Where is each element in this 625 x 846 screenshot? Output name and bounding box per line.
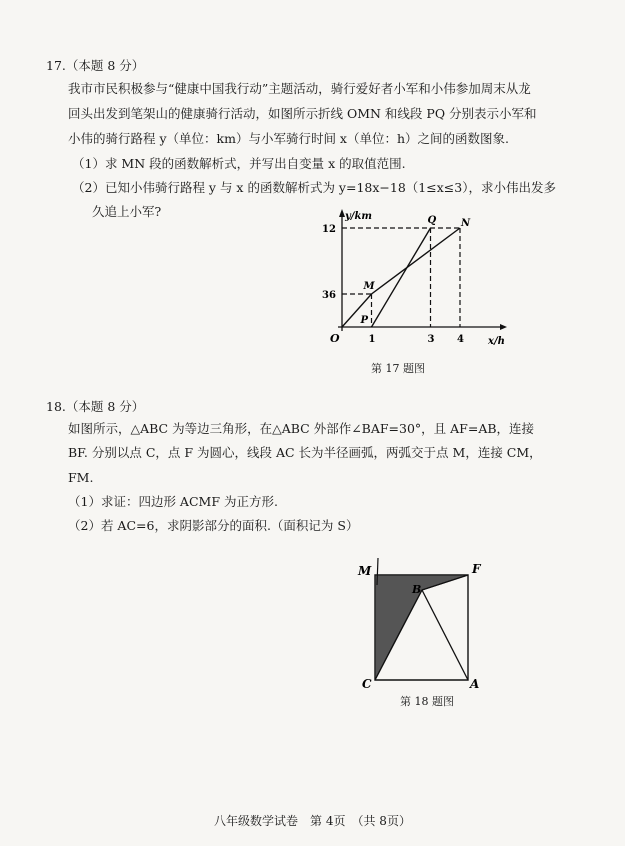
q18-intro-line-2: BF. 分别以点 C，点 F 为圆心，线段 AC 长为半径画弧，两弧交于点 M，连接 CM， xyxy=(68,445,542,460)
q17-function-graph xyxy=(300,205,520,350)
y-tick-label: 12 xyxy=(322,224,336,235)
q17-intro-line-2: 回头出发到笔架山的健康骑行活动，如图所示折线 OMN 和线段 PQ 分别表示小军和 xyxy=(68,106,537,121)
label-b: B xyxy=(412,583,422,596)
q18-figure-caption: 第 18 题图 xyxy=(400,695,454,708)
q18-header: 18.（本题 8 分） xyxy=(46,399,145,414)
x-axis-arrow xyxy=(500,324,507,330)
segment-ba xyxy=(422,590,468,680)
x-tick-label: 1 xyxy=(368,334,376,345)
q17-part-1: （1）求 MN 段的函数解析式，并写出自变量 x 的取值范围. xyxy=(72,156,406,171)
y-tick-label: 36 xyxy=(322,290,336,301)
x-tick-label: 3 xyxy=(427,334,435,345)
q17-part-2-line-1: （2）已知小伟骑行路程 y 与 x 的函数解析式为 y=18x−18（1≤x≤3），求小伟出发多 xyxy=(72,180,556,195)
label-m: M xyxy=(358,564,372,578)
q18-intro-line-3: FM. xyxy=(68,470,94,485)
q17-intro-line-1: 我市市民积极参与“健康中国我行动”主题活动，骑行爱好者小军和小伟参加周末从龙 xyxy=(68,81,531,96)
label-q: Q xyxy=(427,215,437,226)
label-f: F xyxy=(472,562,481,576)
q17-figure-caption: 第 17 题图 xyxy=(371,362,425,375)
q18-square-figure xyxy=(350,555,490,690)
q17-part-2-line-2: 久追上小军? xyxy=(92,204,162,219)
label-a: A xyxy=(470,677,480,690)
q17-intro-line-3: 小伟的骑行路程 y（单位：km）与小军骑行时间 x（单位：h）之间的函数图象. xyxy=(68,131,510,146)
series-line-pq xyxy=(372,228,431,327)
x-axis-label: x/h xyxy=(488,336,505,347)
q18-part-1: （1）求证：四边形 ACMF 为正方形. xyxy=(68,494,278,509)
page-footer: 八年级数学试卷 第 4页 （共 8页） xyxy=(214,814,411,828)
q18-intro-line-1: 如图所示，△ABC 为等边三角形，在△ABC 外部作∠BAF=30°，且 AF=AB，连接 xyxy=(68,421,535,436)
q18-part-2: （2）若 AC=6，求阴影部分的面积.（面积记为 S） xyxy=(68,518,359,533)
label-n: N xyxy=(461,218,471,229)
label-c: C xyxy=(362,677,372,690)
origin-label: O xyxy=(330,332,340,345)
label-m: M xyxy=(363,281,375,292)
x-tick-label: 4 xyxy=(457,334,464,345)
q17-header: 17.（本题 8 分） xyxy=(46,58,145,73)
y-axis-label: y/km xyxy=(345,211,372,222)
label-p: P xyxy=(360,315,369,326)
